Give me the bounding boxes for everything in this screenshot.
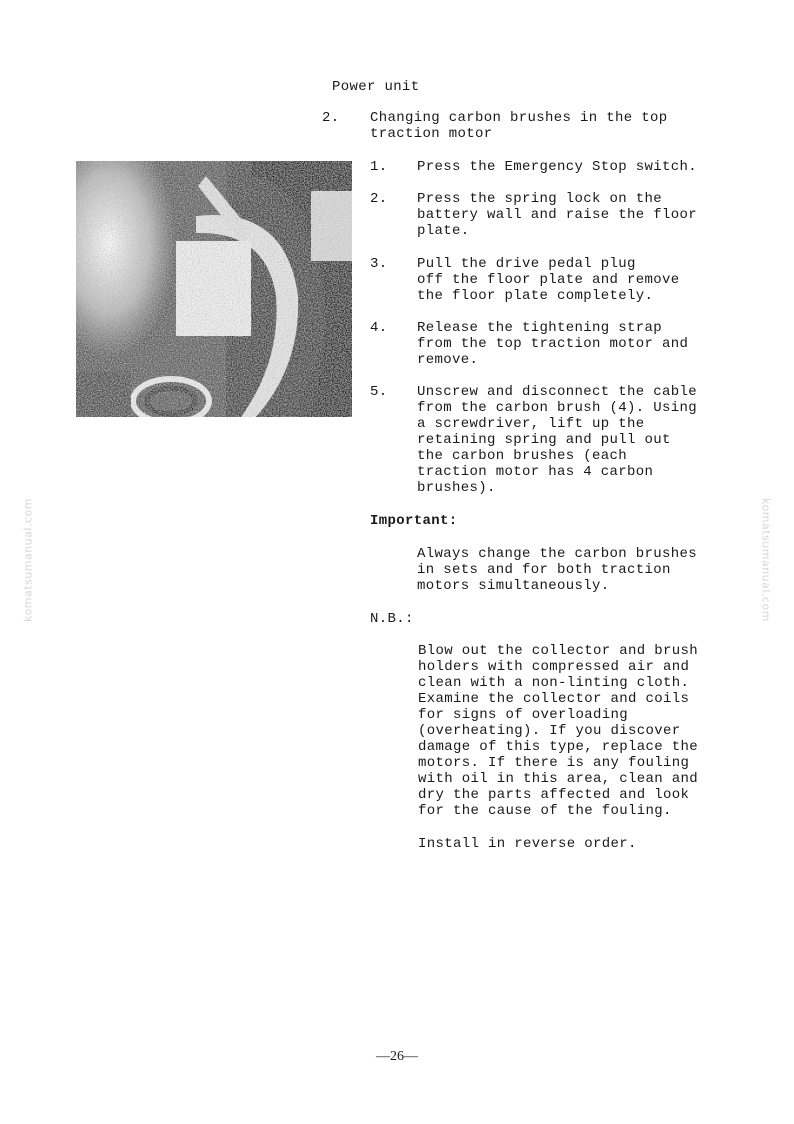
watermark-left: komatsumanual.com bbox=[21, 498, 35, 622]
step-text-line: Unscrew and disconnect the cable bbox=[417, 384, 698, 400]
step-text-line: plate. bbox=[417, 223, 470, 239]
step-text-line: traction motor has 4 carbon bbox=[417, 464, 654, 480]
step-text-line: the carbon brushes (each bbox=[417, 448, 628, 464]
step-text-line: remove. bbox=[417, 352, 479, 368]
step-number: 1. bbox=[370, 159, 388, 175]
step-text-line: a screwdriver, lift up the bbox=[417, 416, 645, 432]
nb-text-line: for signs of overloading bbox=[418, 707, 629, 723]
section-title-line: Changing carbon brushes in the top bbox=[370, 110, 668, 126]
important-text-line: in sets and for both traction bbox=[417, 562, 671, 578]
step-text-line: brushes). bbox=[417, 480, 496, 496]
step-text-line: Press the Emergency Stop switch. bbox=[417, 159, 698, 175]
step-text-line: Pull the drive pedal plug bbox=[417, 256, 636, 272]
nb-text-line: (overheating). If you discover bbox=[418, 723, 681, 739]
step-text-line: retaining spring and pull out bbox=[417, 432, 671, 448]
nb-text-line: Blow out the collector and brush bbox=[418, 643, 699, 659]
step-text-line: Press the spring lock on the bbox=[417, 191, 663, 207]
nb-text-line: clean with a non-linting cloth. bbox=[418, 675, 690, 691]
important-text-line: motors simultaneously. bbox=[417, 578, 610, 594]
step-text-line: the floor plate completely. bbox=[417, 288, 654, 304]
nb-text-line: motors. If there is any fouling bbox=[418, 755, 690, 771]
step-text-line: off the floor plate and remove bbox=[417, 272, 680, 288]
nb-text-line: damage of this type, replace the bbox=[418, 739, 699, 755]
section-title-line: traction motor bbox=[370, 126, 493, 142]
page-title: Power unit bbox=[332, 79, 420, 95]
step-number: 4. bbox=[370, 320, 388, 336]
important-label: Important: bbox=[370, 513, 458, 529]
step-number: 3. bbox=[370, 256, 388, 272]
step-number: 2. bbox=[370, 191, 388, 207]
nb-text-line: holders with compressed air and bbox=[418, 659, 690, 675]
traction-motor-photo bbox=[76, 161, 352, 417]
nb-label: N.B.: bbox=[370, 611, 414, 627]
step-text-line: battery wall and raise the floor bbox=[417, 207, 698, 223]
section-number: 2. bbox=[322, 110, 340, 126]
nb-text-line: for the cause of the fouling. bbox=[418, 803, 672, 819]
nb-text-line: with oil in this area, clean and bbox=[418, 771, 699, 787]
important-text-line: Always change the carbon brushes bbox=[417, 546, 698, 562]
nb-final-line: Install in reverse order. bbox=[418, 836, 637, 852]
nb-text-line: Examine the collector and coils bbox=[418, 691, 690, 707]
step-number: 5. bbox=[370, 384, 388, 400]
step-text-line: Release the tightening strap bbox=[417, 320, 663, 336]
watermark-right: komatsumanual.com bbox=[759, 498, 773, 622]
step-text-line: from the top traction motor and bbox=[417, 336, 689, 352]
nb-text-line: dry the parts affected and look bbox=[418, 787, 690, 803]
step-text-line: from the carbon brush (4). Using bbox=[417, 400, 698, 416]
page-number: —26— bbox=[376, 1049, 418, 1064]
